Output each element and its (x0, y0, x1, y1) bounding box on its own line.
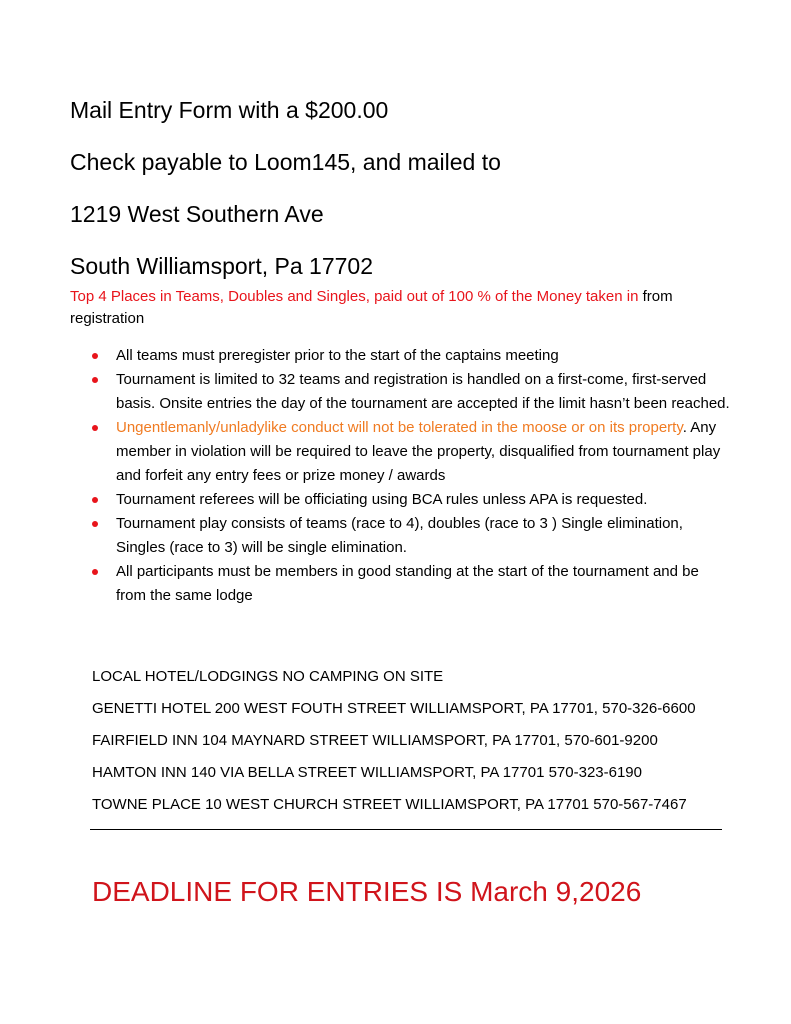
rule-item (92, 416, 732, 488)
hotel-hamton: HAMTON INN 140 VIA BELLA STREET WILLIAMSPORT, PA 17701 570-323-6190 (92, 764, 642, 781)
bullet-icon (92, 425, 98, 431)
rule-text: Tournament is limited to 32 teams and registration is handled on a first-come, first-served basis. Onsite entries the day of the tournament are accepted if the limit hasn’t been reached. (116, 371, 730, 412)
lodging-heading: LOCAL HOTEL/LODGINGS NO CAMPING ON SITE (92, 668, 444, 685)
address-line-entry-fee: Mail Entry Form with a $200.00 (70, 97, 389, 123)
lodging-section (92, 666, 732, 826)
rule-text: All participants must be members in good standing at the start of the tournament and be from the same lodge (116, 563, 699, 604)
bullet-icon (92, 521, 98, 527)
rule-text: . Any member in violation will be required to leave the property, disqualified from tournament play and forfeit any entry fees or prize money / awards (116, 419, 721, 484)
rule-highlight: Ungentlemanly/unladylike conduct will not be tolerated in the moose or on its property (116, 419, 683, 436)
rule-item (92, 368, 732, 416)
rule-text: Tournament referees will be officiating using BCA rules unless APA is requested. (116, 491, 648, 508)
bullet-icon (92, 353, 98, 359)
address-line-city: South Williamsport, Pa 17702 (70, 253, 373, 279)
hotel-genetti: GENETTI HOTEL 200 WEST FOUTH STREET WILLIAMSPORT, PA 17701, 570-326-6600 (92, 700, 696, 717)
address-line-street: 1219 West Southern Ave (70, 201, 324, 227)
prize-note (70, 286, 750, 330)
mailing-instructions (70, 92, 750, 300)
divider (90, 829, 722, 830)
hotel-fairfield: FAIRFIELD INN 104 MAYNARD STREET WILLIAMSPORT, PA 17701, 570-601-9200 (92, 732, 658, 749)
rule-item (92, 488, 732, 512)
rule-item (92, 560, 732, 608)
deadline-notice: DEADLINE FOR ENTRIES IS March 9,2026 (92, 876, 642, 907)
rule-item (92, 512, 732, 560)
rule-item (92, 344, 732, 368)
bullet-icon (92, 497, 98, 503)
rules-list (92, 344, 732, 608)
prize-note-rest: from registration (70, 288, 673, 327)
hotel-towne-place: TOWNE PLACE 10 WEST CHURCH STREET WILLIAMSPORT, PA 17701 570-567-7467 (92, 796, 687, 813)
rule-text: Tournament play consists of teams (race to 4), doubles (race to 3 ) Single elimination, Singles (race to 3) will be single elimination. (116, 515, 683, 556)
rule-text: All teams must preregister prior to the start of the captains meeting (116, 347, 559, 364)
address-line-payable: Check payable to Loom145, and mailed to (70, 149, 501, 175)
bullet-icon (92, 377, 98, 383)
prize-note-highlight: Top 4 Places in Teams, Doubles and Singles, paid out of 100 % of the Money taken in (70, 288, 639, 305)
bullet-icon (92, 569, 98, 575)
